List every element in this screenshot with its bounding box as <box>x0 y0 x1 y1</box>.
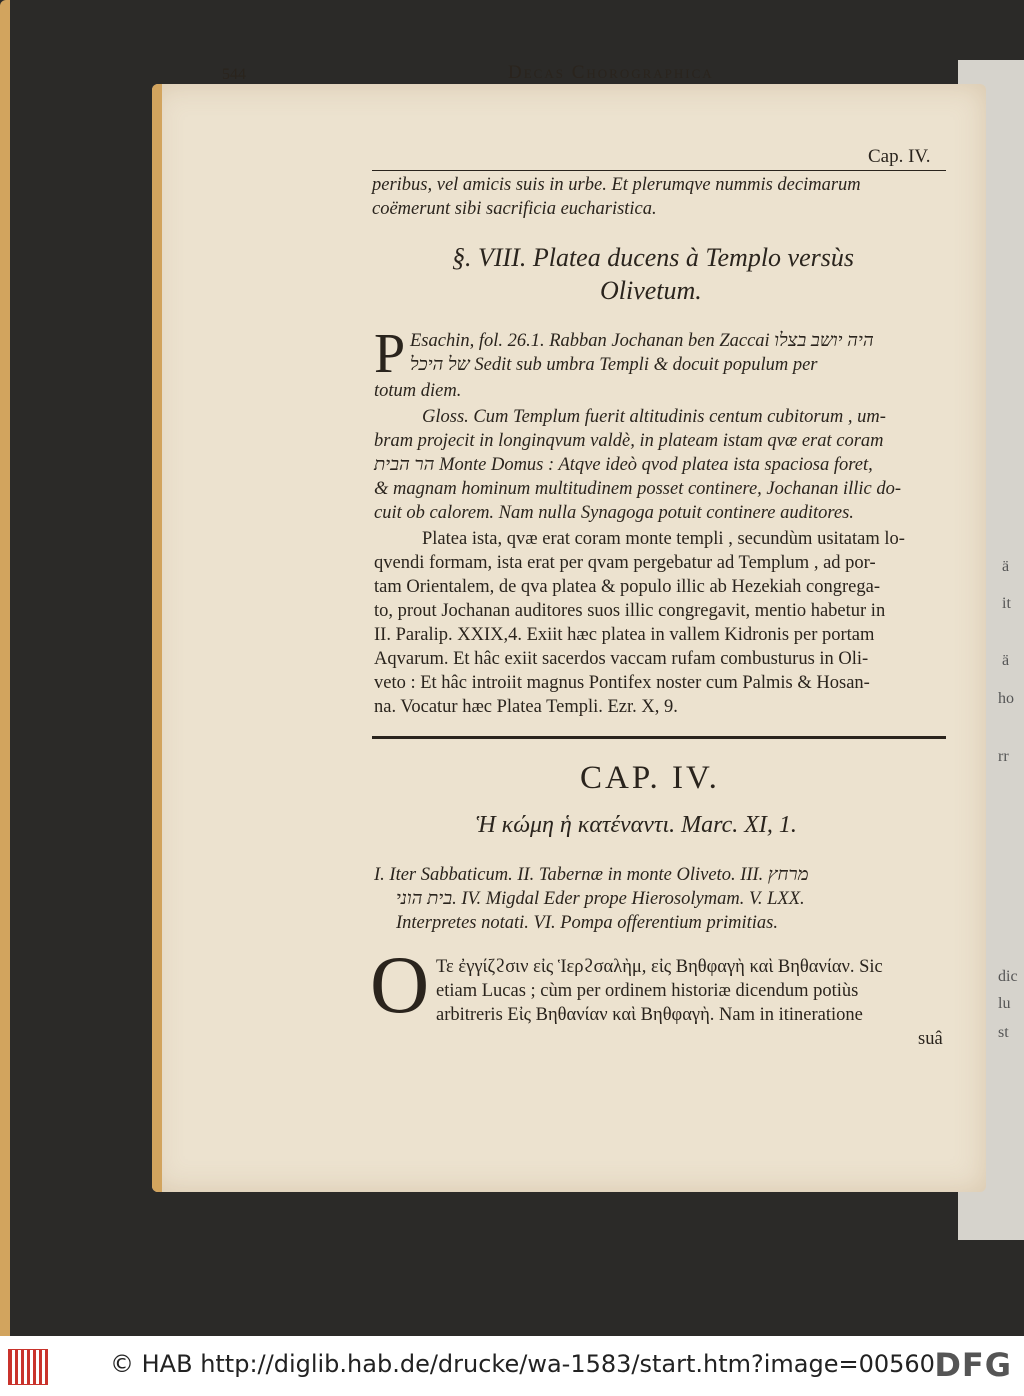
chapter-title: CAP. IV. <box>580 760 720 796</box>
text-line: etiam Lucas ; cùm per ordinem historiæ dicendum potiùs <box>436 981 859 1001</box>
adjacent-page-mark: ho <box>998 690 1014 707</box>
section-divider <box>372 736 946 739</box>
header-rule <box>372 170 946 171</box>
drop-cap: P <box>374 323 406 385</box>
summary-line: I. Iter Sabbaticum. II. Tabernæ in monte Oliveto. III. מרחץ <box>374 865 809 885</box>
library-logo-icon <box>8 1349 48 1385</box>
text-line: totum diem. <box>374 381 462 401</box>
running-head: Decas Chorographica <box>508 62 714 83</box>
section-title: Olivetum. <box>600 276 702 305</box>
text-line: suâ <box>918 1029 943 1049</box>
text-line: bram projecit in longinqvum valdè, in plateam istam qvæ erat coram <box>374 431 884 451</box>
text-line: coëmerunt sibi sacrificia eucharistica. <box>372 199 657 219</box>
page-number: 544 <box>222 66 246 83</box>
summary-line: Interpretes notati. VI. Pompa offerentium primitias. <box>396 913 778 933</box>
text-line: Platea ista, qvæ erat coram monte templi , secundùm usitatam lo- <box>422 529 905 549</box>
summary-line: בית הוני. IV. Migdal Eder prope Hierosolymam. V. LXX. <box>396 889 805 909</box>
text-line: arbitreris Εἰς Βηθανίαν καὶ Βηθφαγὴ. Nam in itineratione <box>436 1005 863 1025</box>
adjacent-page-mark: rr <box>998 748 1009 765</box>
drop-cap: O <box>370 939 430 1030</box>
text-line: Gloss. Cum Templum fuerit altitudinis centum cubitorum , um- <box>422 407 886 427</box>
text-line: peribus, vel amicis suis in urbe. Et plerumqve nummis decimarum <box>372 175 861 195</box>
text-line: II. Paralip. XXIX,4. Exiit hæc platea in vallem Kidronis per portam <box>374 625 875 645</box>
text-line: Esachin, fol. 26.1. Rabban Jochanan ben Zaccai היה יושב בצלו <box>410 331 874 351</box>
text-line: של היכל Sedit sub umbra Templi & docuit populum per <box>410 355 818 375</box>
section-title: §. VIII. Platea ducens à Templo versùs <box>452 243 854 272</box>
text-line: qvendi formam, ista erat per qvam pergebatur ad Templum , ad por- <box>374 553 876 573</box>
viewer-footer <box>0 1336 1024 1396</box>
text-line: to, prout Jochanan auditores suos illic congregavit, mentio habetur in <box>374 601 886 621</box>
text-line: na. Vocatur hæc Platea Templi. Ezr. X, 9. <box>374 697 678 717</box>
adjacent-page-mark: it <box>1002 595 1011 612</box>
adjacent-page-mark: dic <box>998 968 1018 985</box>
text-line: הר הבית Monte Domus : Atqve ideò qvod platea ista spaciosa foret, <box>374 455 873 475</box>
text-line: Τε ἐγγίζϩσιν εἰς Ἱερϩσαλὴμ, εἰς Βηθφαγὴ καὶ Βηθανίαν. Sic <box>436 957 883 977</box>
text-line: veto : Et hâc introiit magnus Pontifex noster cum Palmis & Hosan- <box>374 673 870 693</box>
running-head-right: Cap. IV. <box>868 146 931 167</box>
dfg-logo: DFG <box>934 1346 1012 1384</box>
adjacent-page-mark: lu <box>998 995 1011 1012</box>
text-line: Aqvarum. Et hâc exiit sacerdos vaccam rufam combusturus in Oli- <box>374 649 869 669</box>
text-line: & magnam hominum multitudinem posset continere, Jochanan illic do- <box>374 479 902 499</box>
text-line: tam Orientalem, de qva platea & populo illic ab Hezekiah congrega- <box>374 577 880 597</box>
copyright-link[interactable]: © HAB http://diglib.hab.de/drucke/wa-1583/start.htm?image=00560 <box>110 1350 935 1378</box>
adjacent-page-mark: ä <box>1002 558 1010 575</box>
chapter-subtitle: Ἡ κώμη ἡ κατέναντι. Marc. XI, 1. <box>476 812 797 838</box>
adjacent-page-mark: ä <box>1002 652 1010 669</box>
text-line: cuit ob calorem. Nam nulla Synagoga potuit continere auditores. <box>374 503 854 523</box>
adjacent-page-mark: st <box>998 1024 1009 1041</box>
